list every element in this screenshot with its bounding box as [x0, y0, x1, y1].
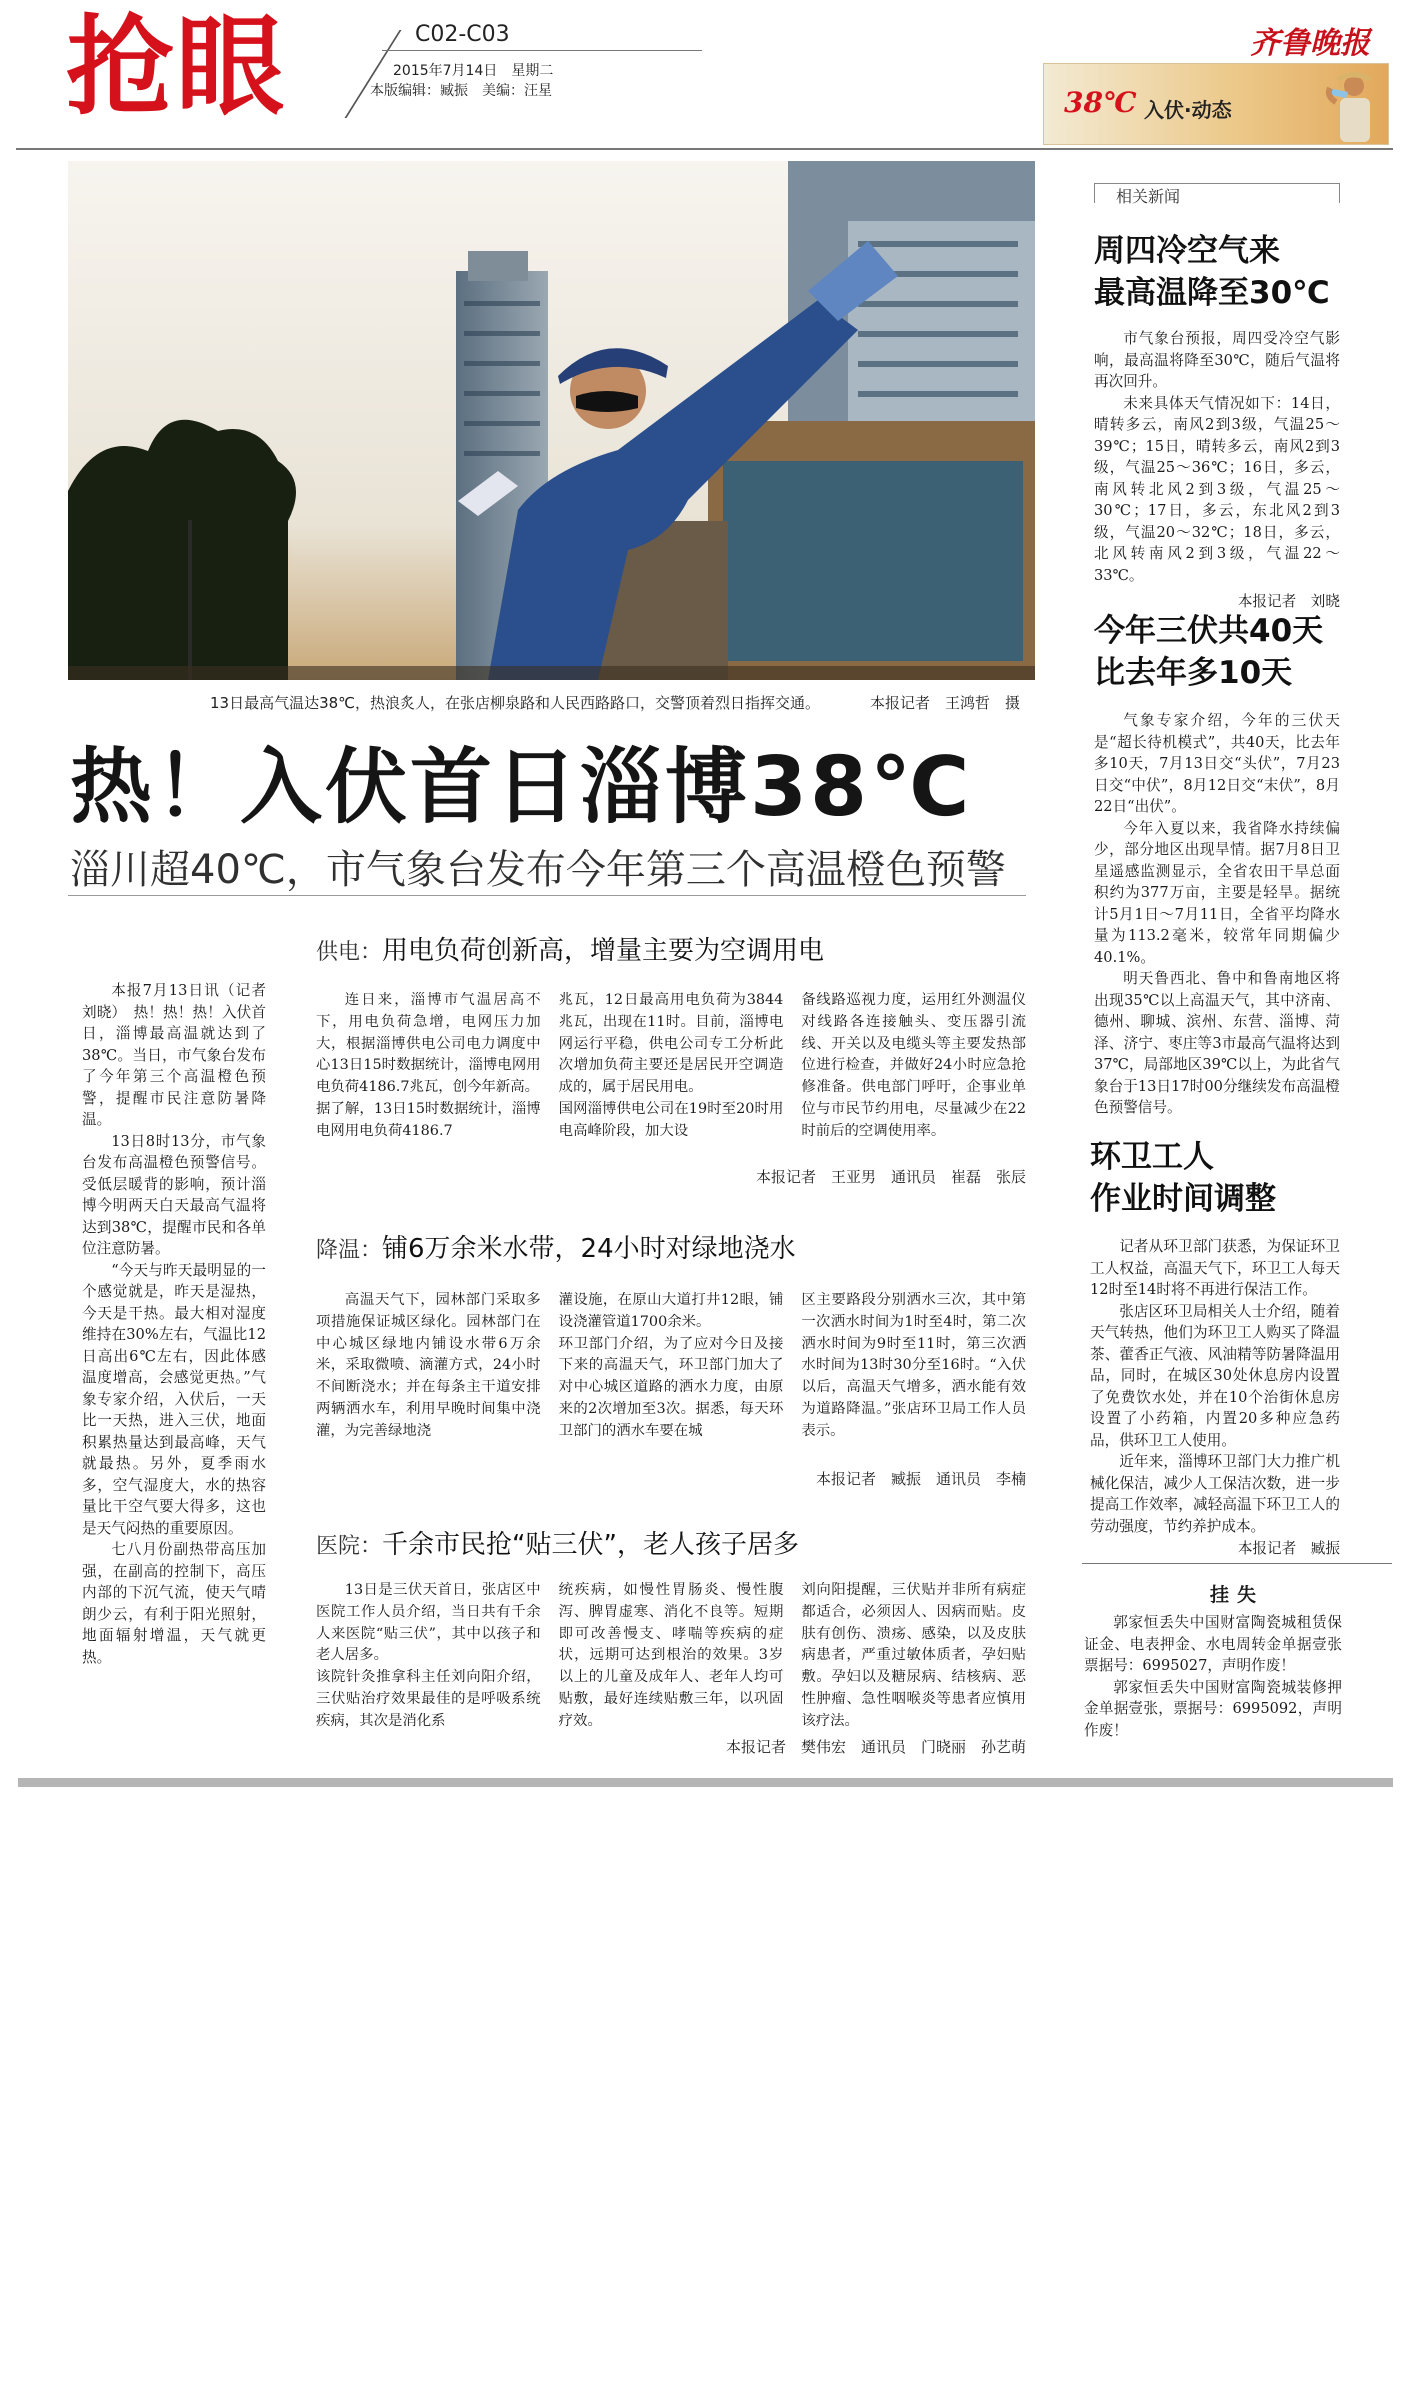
story-title-line: 作业时间调整 — [1090, 1181, 1276, 1217]
section-label: 医院： — [316, 1534, 383, 1559]
power-section-heading — [316, 930, 824, 967]
cooling-section-body — [316, 1290, 1026, 1443]
story-paragraph: 张店区环卫局相关人士介绍，随着天气转热，他们为环卫工人购买了降温茶、藿香正气液、风油精等防暑降温用品，同时，在城区30处休息房内设置了免费饮水处，并在10个治街休息房设置了小药箱，内置20多种应急药品，供环卫工人使用。 — [1090, 1302, 1340, 1449]
page-code: C02-C03 — [415, 22, 510, 47]
headline-rule — [68, 895, 1026, 896]
story-byline: 本报记者 臧振 — [1237, 1540, 1340, 1557]
lead-paragraph: 七八月份副热带高压加强，在副高的控制下，高压内部的下沉气流，使天气晴朗少云，有利于阳光照射，地面辐射增温，天气就更热。 — [82, 1541, 266, 1666]
publication-date: 2015年7月14日 星期二 — [393, 63, 554, 79]
story-title-line: 最高温降至30℃ — [1094, 275, 1330, 311]
section-byline: 本报记者 臧振 通讯员 李楠 — [815, 1470, 1026, 1488]
banner-label: 入伏·动态 — [1144, 98, 1232, 122]
lead-paragraph: 13日8时13分，市气象台发布高温橙色预警信号。受低层暖背的影响，预计淄博今明两天白天最高气温将达到38℃，提醒市民和各单位注意防暑。 — [82, 1132, 266, 1257]
text-column: 灌设施，在原山大道打井12眼，铺设浇灌管道1700余米。 环卫部门介绍，为了应对今日及接下来的高温天气，环卫部门加大了对中心城区道路的洒水力度，由原来的2次增加至3次。据悉，每天环卫部门的洒水车要在城 — [558, 1292, 784, 1439]
lead-paragraph: “今天与昨天最明显的一个感觉就是，昨天是湿热，今天是干热。最大相对湿度维持在30%左右，气温比12日高出6℃左右，因此体感温度增高，会感觉更热。”气象专家介绍，入伏后，一天比一天热，进入三伏，地面积累热量达到最高峰，天气就最热。另外，夏季雨水多，空气湿度大，水的热容量比干空气要大得多，这也是天气闷热的重要原因。 — [82, 1261, 266, 1537]
traffic-police-photo — [68, 161, 1035, 680]
hospital-section-body — [316, 1580, 1026, 1733]
text-column: 备线路巡视力度，运用红外测温仪对线路各连接触头、变压器引流线、开关以及电缆头等主要发热部位进行检查，并做好24小时应急抢修准备。供电部门呼吁，企事业单位与市民节约用电，尽量减少在22时前后的空调使用率。 — [801, 992, 1027, 1139]
lost-notice-item: 郭家恒丢失中国财富陶瓷城装修押金单据壹张，票据号：6995092，声明作废！ — [1084, 1678, 1342, 1739]
photo-credit: 本报记者 王鸿哲 摄 — [870, 694, 1021, 712]
sidebar-story-sanitation — [1090, 1136, 1340, 1558]
page-bottom-bar — [18, 1778, 1393, 1787]
header-divider — [16, 148, 1393, 150]
story-title-line: 比去年多10天 — [1094, 655, 1293, 691]
masthead: 抢眼 — [66, 5, 287, 130]
page-editors: 本版编辑：臧振 美编：汪星 — [370, 83, 552, 99]
related-news-label: 相关新闻 — [1112, 184, 1184, 207]
story-paragraph: 今年入夏以来，我省降水持续偏少，部分地区出现旱情。据7月8日卫星遥感监测显示，全省农田干旱总面积约为377万亩，主要是轻旱。据统计5月1日～7月11日，全省平均降水量为113.2毫米，较常年同期偏少40.1%。 — [1094, 819, 1340, 966]
story-paragraph: 记者从环卫部门获悉，为保证环卫工人权益，高温天气下，环卫工人每天12时至14时将不再进行保洁工作。 — [1090, 1238, 1340, 1298]
photo-caption: 13日最高气温达38℃，热浪炙人，在张店柳泉路和人民西路路口，交警顶着烈日指挥交通。 — [210, 694, 821, 712]
story-paragraph: 市气象台预报，周四受冷空气影响，最高温将降至30℃，随后气温将再次回升。 — [1094, 330, 1340, 390]
main-deck: 淄川超40℃，市气象台发布今年第三个高温橙色预警 — [70, 847, 1006, 893]
lead-paragraph: 本报7月13日讯（记者 刘晓） 热！热！热！入伏首日，淄博最高温就达到了38℃。当日，市气象台发布了今年第三个高温橙色预警，提醒市民注意防暑降温。 — [82, 982, 266, 1128]
header-rule — [382, 50, 702, 51]
text-column: 统疾病，如慢性胃肠炎、慢性腹泻、脾胃虚寒、消化不良等。短期即可改善慢支、哮喘等疾病的症状，远期可达到根治的效果。3岁以上的儿童及成年人、老年人均可贴敷，最好连续贴敷三年，以巩固疗效。 — [558, 1582, 784, 1729]
text-column: 区主要路段分别洒水三次，其中第一次洒水时间为1时至4时，第二次洒水时间为9时至11时，第三次洒水时间为13时30分至16时。“入伏以后，高温天气增多，洒水能有效为道路降温。”张店环卫局工作人员表示。 — [801, 1292, 1027, 1439]
notice-divider — [1082, 1563, 1392, 1564]
sidebar-story-dog-days — [1094, 610, 1340, 1119]
lost-notice-body — [1084, 1612, 1357, 1741]
masthead-divider — [295, 30, 402, 118]
main-headline: 热！入伏首日淄博38℃ — [70, 740, 973, 835]
section-label: 降温： — [316, 1238, 383, 1263]
text-column: 刘向阳提醒，三伏贴并非所有病症都适合，必须因人、因病而贴。皮肤有创伤、溃疡、感染，以及皮肤病患者，严重过敏体质者，孕妇贴敷。孕妇以及糖尿病、结核病、恶性肿瘤、急性咽喉炎等患者应慎用该疗法。 — [801, 1582, 1027, 1729]
text-column: 兆瓦，12日最高用电负荷为3844兆瓦，出现在11时。目前，淄博电网运行平稳，供电公司专工分析此次增加负荷主要还是居民开空调造成的，属于居民用电。 国网淄博供电公司在19时至20时用电高峰阶段，加大设 — [558, 992, 784, 1139]
lead-story-body — [82, 980, 266, 1668]
section-title: 铺6万余米水带，24小时对绿地浇水 — [382, 1234, 796, 1264]
lost-notice-item: 郭家恒丢失中国财富陶瓷城租赁保证金、电表押金、水电周转金单据壹张 票据号：6995027，声明作废！ — [1084, 1614, 1357, 1674]
section-title: 用电负荷创新高，增量主要为空调用电 — [382, 936, 825, 966]
newspaper-logo: 齐鲁晚报 — [1250, 26, 1370, 61]
text-column: 13日是三伏天首日，张店区中医院工作人员介绍，当日共有千余人来医院“贴三伏”，其中以孩子和老人居多。 该院针灸推拿科主任刘向阳介绍，三伏贴治疗效果最佳的是呼吸系统疾病，其次是消化系 — [316, 1582, 541, 1729]
story-paragraph: 气象专家介绍，今年的三伏天是“超长待机模式”，共40天，比去年多10天，7月13日交“头伏”，7月23日交“中伏”，8月12日交“末伏”，8月22日“出伏”。 — [1094, 712, 1340, 815]
sidebar-story-cold-air — [1094, 230, 1340, 611]
section-banner — [1043, 63, 1389, 145]
drinking-man-illustration — [1284, 68, 1380, 142]
cooling-section-heading — [316, 1228, 796, 1265]
section-title: 千余市民抢“贴三伏”，老人孩子居多 — [382, 1530, 799, 1560]
section-byline: 本报记者 王亚男 通讯员 崔磊 张辰 — [755, 1168, 1026, 1186]
text-column: 连日来，淄博市气温居高不下，用电负荷急增，电网压力加大，根据淄博供电公司电力调度中心13日15时数据统计，淄博电网用电负荷4186.7兆瓦，创今年新高。 据了解，13日15时数据统计，淄博电网用电负荷4186.7 — [316, 992, 541, 1139]
story-paragraph: 近年来，淄博环卫部门大力推广机械化保洁，减少人工保洁次数，进一步提高工作效率，减轻高温下环卫工人的劳动强度，节约养护成本。 — [1090, 1453, 1340, 1535]
story-paragraph: 明天鲁西北、鲁中和鲁南地区将出现35℃以上高温天气，其中济南、德州、聊城、滨州、东营、淄博、菏泽、济宁、枣庄等3市最高气温将达到37℃，局部地区39℃以上，为此省气象台于13日17时00分继续发布高温橙色预警信号。 — [1094, 970, 1340, 1116]
section-byline: 本报记者 樊伟宏 通讯员 门晓丽 孙艺萌 — [725, 1738, 1026, 1756]
story-title-line: 周四冷空气来 — [1094, 233, 1280, 269]
story-byline: 本报记者 刘晓 — [1237, 593, 1340, 610]
text-column: 高温天气下，园林部门采取多项措施保证城区绿化。园林部门在中心城区绿地内铺设水带6万余米，采取微喷、滴灌方式，24小时不间断浇水；并在每条主干道安排两辆洒水车，利用早晚时间集中浇灌，为完善绿地浇 — [316, 1292, 541, 1439]
section-label: 供电： — [316, 940, 383, 965]
story-paragraph: 未来具体天气情况如下：14日，晴转多云，南风2到3级，气温25～39℃；15日，晴转多云，南风2到3级，气温25～36℃；16日，多云，南风转北风2到3级，气温25～30℃；17日，多云，东北风2到3级，气温20～32℃；18日，多云，北风转南风2到3级，气温22～33℃。 — [1094, 394, 1340, 584]
story-title-line: 环卫工人 — [1090, 1139, 1214, 1175]
banner-temperature: 38℃ — [1064, 86, 1137, 119]
story-title-line: 今年三伏共40天 — [1094, 613, 1324, 649]
hospital-section-heading — [316, 1524, 799, 1561]
power-section-body — [316, 990, 1026, 1143]
lost-notice-title: 挂失 — [1209, 1584, 1264, 1606]
